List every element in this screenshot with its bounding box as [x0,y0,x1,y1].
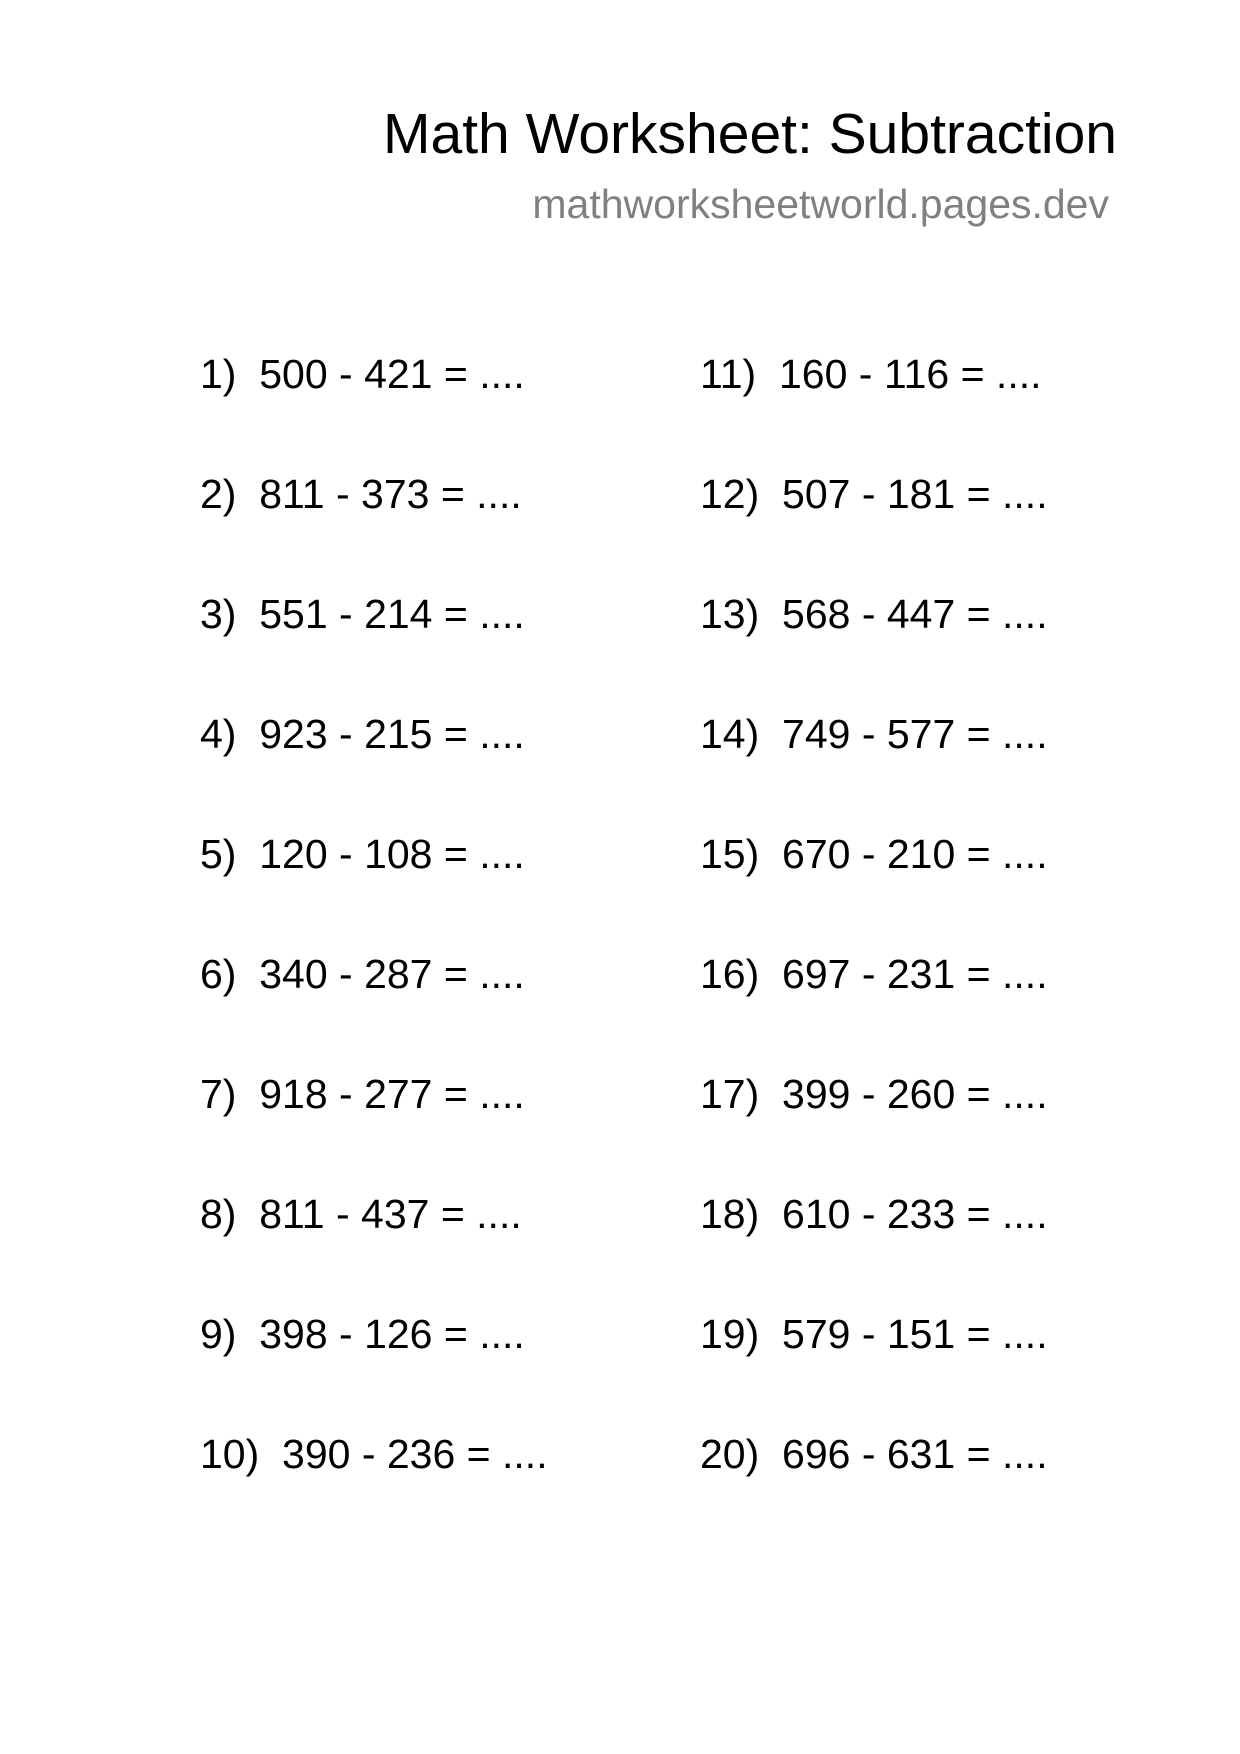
problem-3: 3) 551 - 214 = .... [200,591,525,637]
problem-18: 18) 610 - 233 = .... [700,1191,1048,1237]
problem-11: 11) 160 - 116 = .... [700,351,1042,397]
problem-8: 8) 811 - 437 = .... [200,1191,522,1237]
problem-14: 14) 749 - 577 = .... [700,711,1048,757]
problem-19: 19) 579 - 151 = .... [700,1311,1048,1357]
problem-2: 2) 811 - 373 = .... [200,471,522,517]
problem-4: 4) 923 - 215 = .... [200,711,525,757]
problem-17: 17) 399 - 260 = .... [700,1071,1048,1117]
page-title: Math Worksheet: Subtraction [383,102,1117,166]
problem-5: 5) 120 - 108 = .... [200,831,525,877]
problem-7: 7) 918 - 277 = .... [200,1071,525,1117]
problem-10: 10) 390 - 236 = .... [200,1431,548,1477]
problem-column-right [700,350,1048,1550]
problem-16: 16) 697 - 231 = .... [700,951,1048,997]
problem-6: 6) 340 - 287 = .... [200,951,525,997]
problem-20: 20) 696 - 631 = .... [700,1431,1048,1477]
problem-1: 1) 500 - 421 = .... [200,351,525,397]
problem-15: 15) 670 - 210 = .... [700,831,1048,877]
problem-13: 13) 568 - 447 = .... [700,591,1048,637]
problem-column-left [200,350,548,1550]
problem-12: 12) 507 - 181 = .... [700,471,1048,517]
problem-9: 9) 398 - 126 = .... [200,1311,525,1357]
site-url: mathworksheetworld.pages.dev [532,181,1109,227]
worksheet-header [383,100,1117,228]
